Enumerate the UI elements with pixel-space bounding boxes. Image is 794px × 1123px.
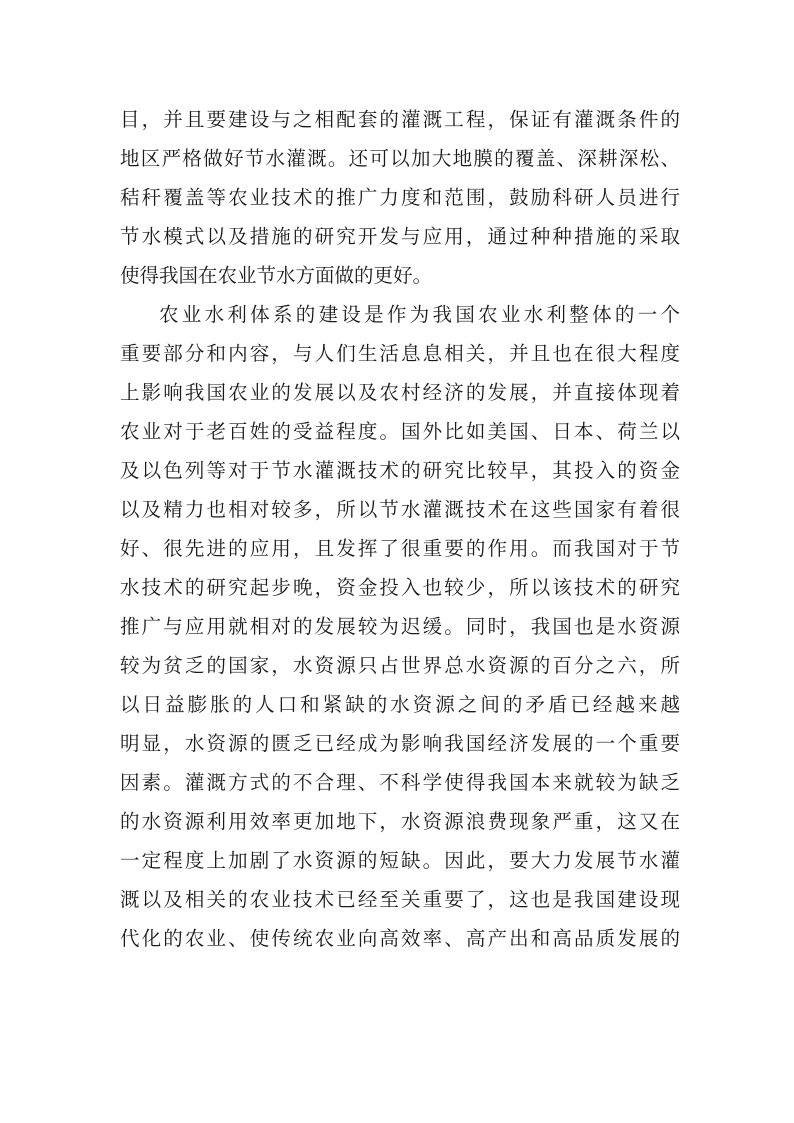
text-line: 因素。灌溉方式的不合理、不科学使得我国本来就较为缺乏 bbox=[120, 771, 680, 794]
text-line: 推广与应用就相对的发展较为迟缓。同时，我国也是水资源 bbox=[120, 615, 680, 638]
text-line: 秸秆覆盖等农业技术的推广力度和范围，鼓励科研人员进行 bbox=[120, 186, 680, 209]
text-line: 以及精力也相对较多，所以节水灌溉技术在这些国家有着很 bbox=[120, 498, 680, 521]
text-line: 代化的农业、使传统农业向高效率、高产出和高品质发展的 bbox=[120, 927, 680, 950]
text-line: 的水资源利用效率更加地下，水资源浪费现象严重，这又在 bbox=[120, 810, 680, 833]
text-line: 目，并且要建设与之相配套的灌溉工程，保证有灌溉条件的 bbox=[120, 108, 680, 131]
text-line: 溉以及相关的农业技术已经至关重要了，这也是我国建设现 bbox=[120, 888, 680, 911]
paragraph-1 bbox=[120, 100, 680, 295]
text-line: 一定程度上加剧了水资源的短缺。因此，要大力发展节水灌 bbox=[120, 849, 680, 872]
text-line: 较为贫乏的国家，水资源只占世界总水资源的百分之六，所 bbox=[120, 654, 680, 677]
text-line: 重要部分和内容，与人们生活息息相关，并且也在很大程度 bbox=[120, 342, 680, 365]
text-line: 农业对于老百姓的受益程度。国外比如美国、日本、荷兰以 bbox=[120, 420, 680, 443]
text-line: 使得我国在农业节水方面做的更好。 bbox=[120, 264, 433, 287]
text-line: 上影响我国农业的发展以及农村经济的发展，并直接体现着 bbox=[120, 381, 680, 404]
paragraph-2 bbox=[120, 295, 680, 958]
body-text bbox=[120, 100, 680, 958]
text-line: 好、很先进的应用，且发挥了很重要的作用。而我国对于节 bbox=[120, 537, 680, 560]
text-line: 明显，水资源的匮乏已经成为影响我国经济发展的一个重要 bbox=[120, 732, 680, 755]
text-line: 及以色列等对于节水灌溉技术的研究比较早，其投入的资金 bbox=[120, 459, 680, 482]
text-line: 农业水利体系的建设是作为我国农业水利整体的一个 bbox=[159, 303, 680, 326]
text-line: 水技术的研究起步晚，资金投入也较少，所以该技术的研究 bbox=[120, 576, 680, 599]
text-line: 以日益膨胀的人口和紧缺的水资源之间的矛盾已经越来越 bbox=[120, 693, 680, 716]
text-line: 节水模式以及措施的研究开发与应用，通过种种措施的采取 bbox=[120, 225, 680, 248]
text-line: 地区严格做好节水灌溉。还可以加大地膜的覆盖、深耕深松、 bbox=[120, 147, 680, 170]
